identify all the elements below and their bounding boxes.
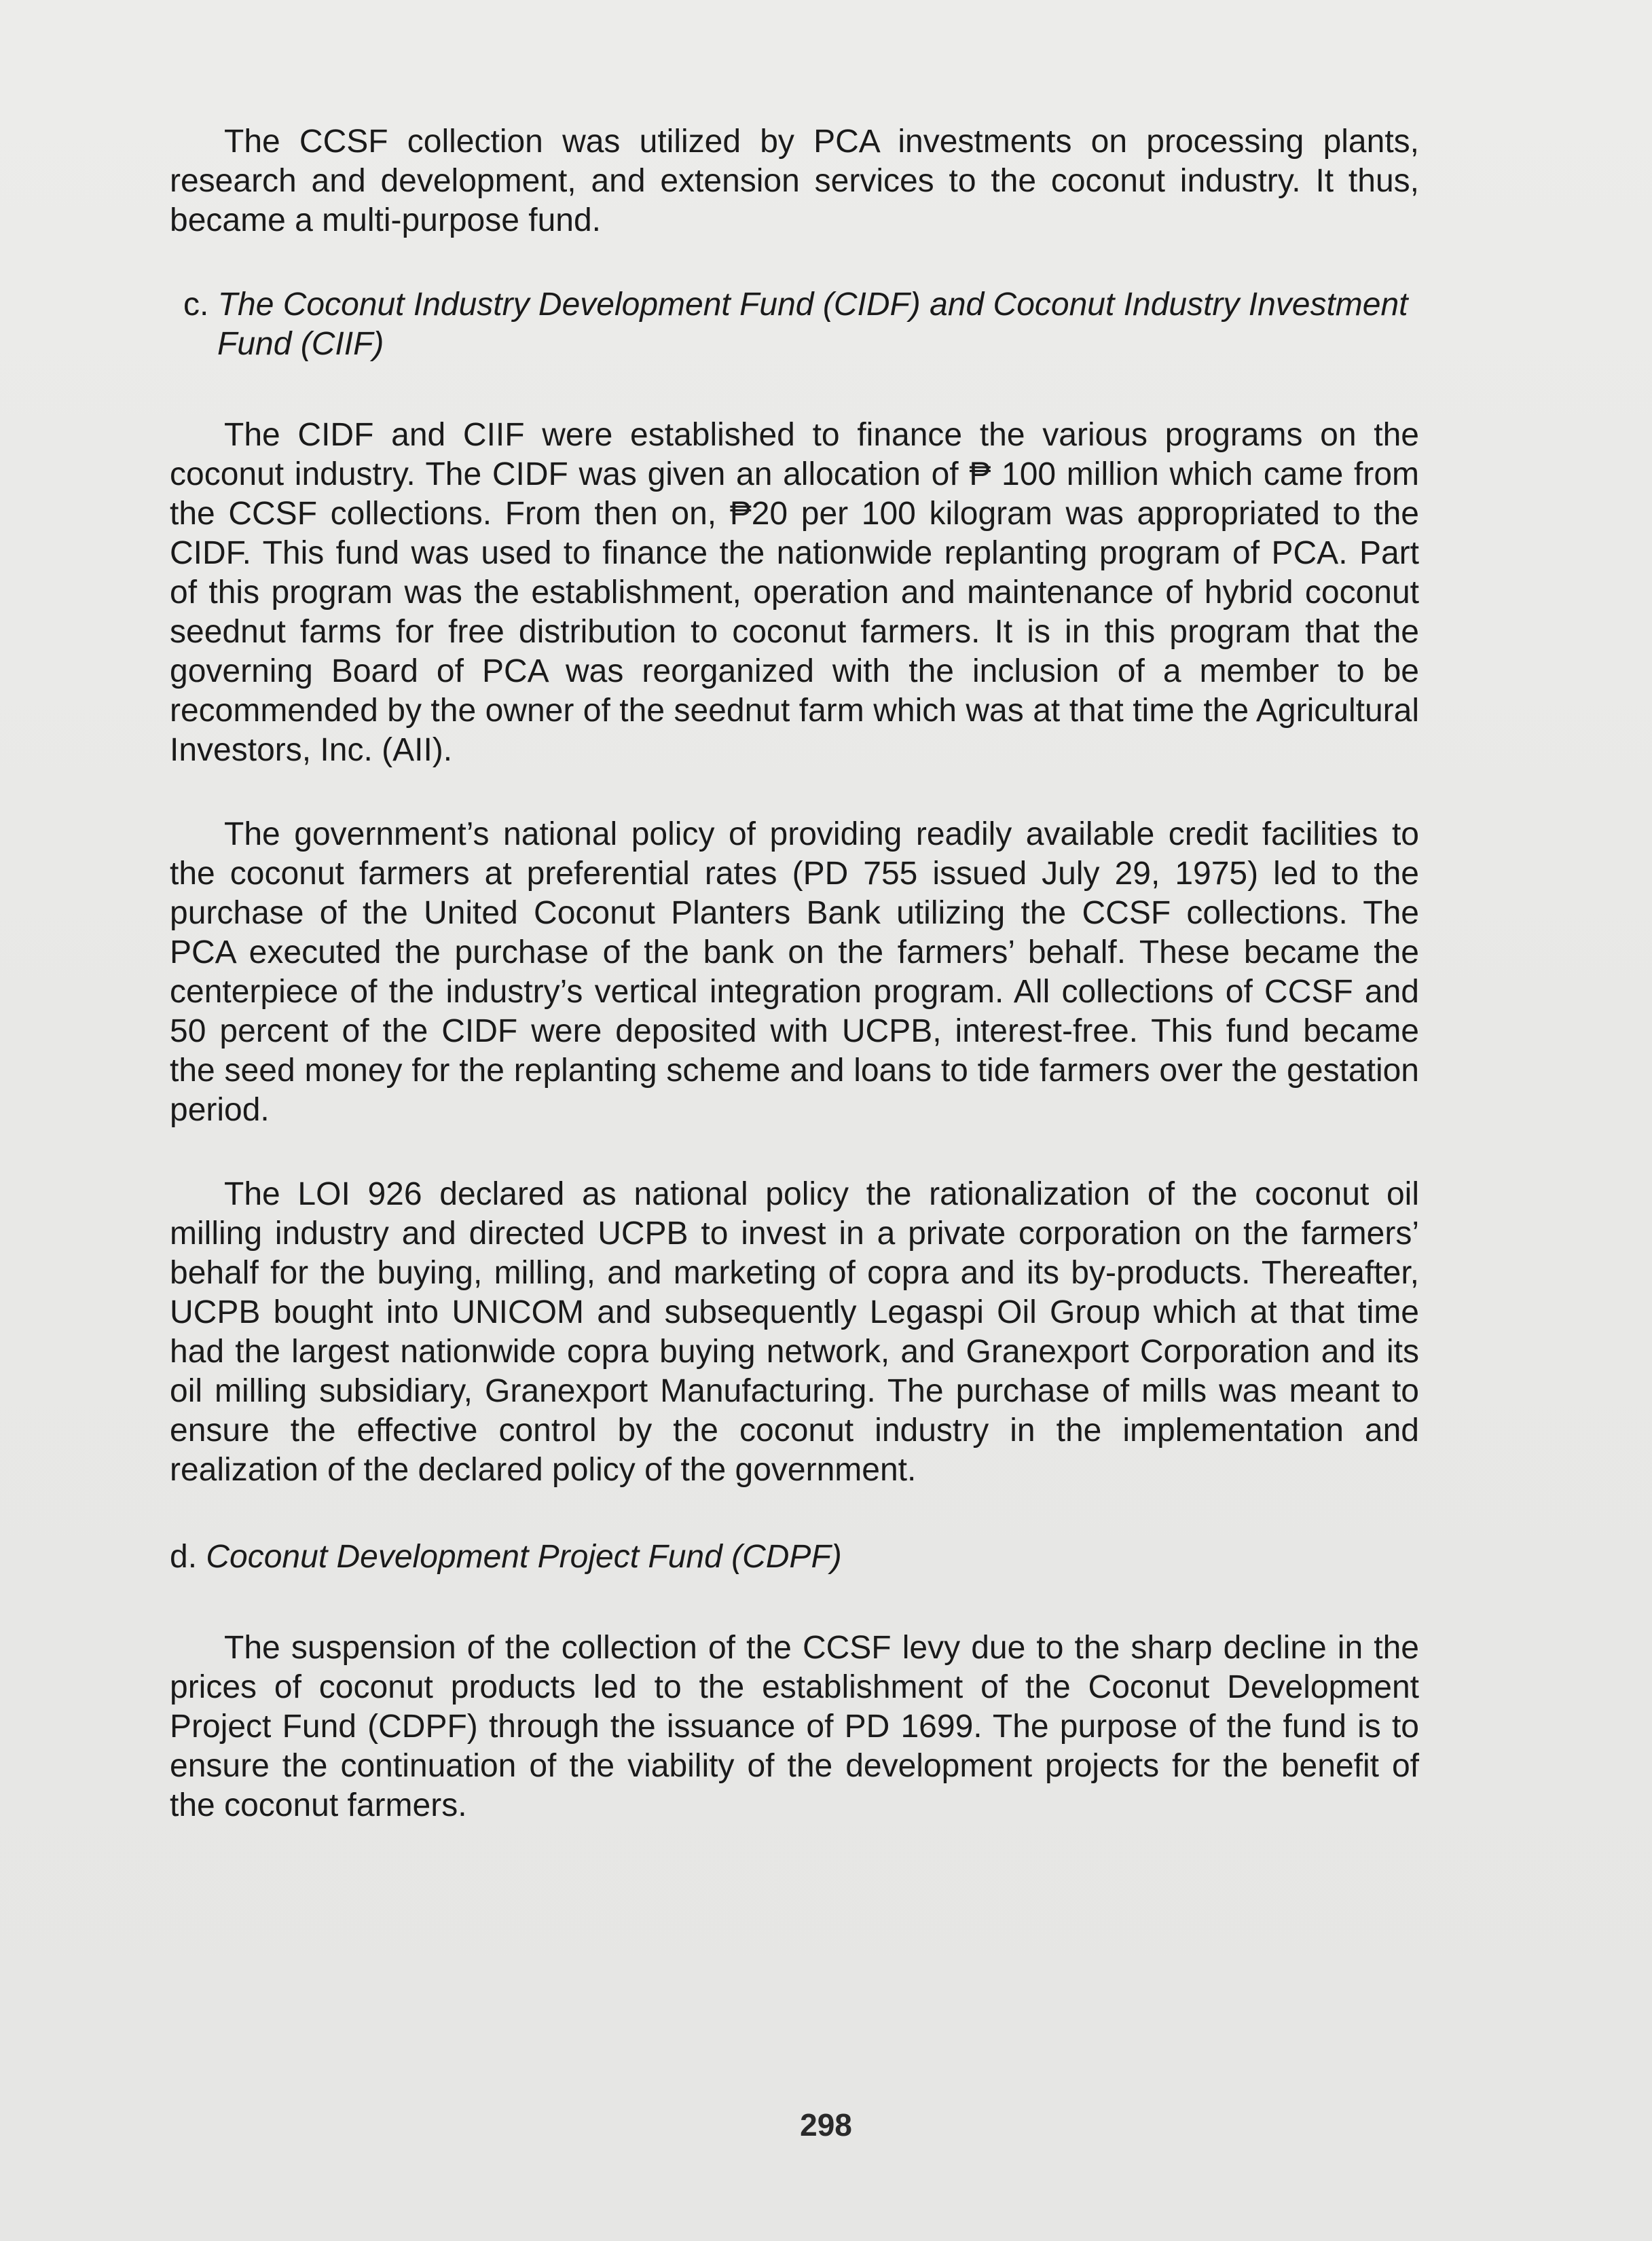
paragraph-ccsf-collection: The CCSF collection was utilized by PCA investments on processing plants, research and development, and extension services to the coconut industry. It thus, became a multi-purpose fund. [170,124,1419,238]
section-title-cdpf: Coconut Development Project Fund (CDPF) [206,1539,842,1575]
paragraph-loi-926: The LOI 926 declared as national policy the rationalization of the coconut oil milling industry and directed UCPB to invest in a private corporation on the farmers’ behalf for the buying, milling, and marketing of copra and its by-products. Thereafter, UCPB bought into UNICOM and subsequently Legaspi Oil Group which at that time had the largest nationwide copra buying network, and Granexport Corporation and its oil milling subsidiary, Granexport Manufacturing. The purchase of mills was meant to ensure the effective control by the coconut industry in the implementation and realization of the declared policy of the government. [170,1176,1419,1488]
section-heading-cidf-ciif [170,285,1419,364]
section-letter-c: c. [183,287,209,323]
section-letter-d: d. [170,1539,198,1575]
paragraph-cdpf: The suspension of the collection of the CCSF levy due to the sharp decline in the prices of coconut products led to the establishment of the Coconut Development Project Fund (CDPF) through the issuance of PD 1699. The purpose of the fund is to ensure the continuation of the viability of the development projects for the benefit of the coconut farmers. [170,1630,1419,1823]
section-title-cidf-ciif: The Coconut Industry Development Fund (CIDF) and Coconut Industry Investment Fund (CIIF) [217,287,1408,362]
section-heading-cdpf [170,1537,1419,1577]
page-content [170,122,1419,1825]
paragraph-ucpb-purchase: The government’s national policy of providing readily available credit facilities to the coconut farmers at preferential rates (PD 755 issued July 29, 1975) led to the purchase of the United Coconut Planters Bank utilizing the CCSF collections. The PCA executed the purchase of the bank on the farmers’ behalf. These became the centerpiece of the industry’s vertical integration program. All collections of CCSF and 50 percent of the CIDF were deposited with UCPB, interest-free. This fund became the seed money for the replanting scheme and loans to tide farmers over the gestation period. [170,816,1419,1128]
paragraph-cidf-ciif: The CIDF and CIIF were established to finance the various programs on the coconut industry. The CIDF was given an allocation of ₱ 100 million which came from the CCSF collections. From then on, ₱20 per 100 kilogram was appropriated to the CIDF. This fund was used to finance the nationwide replanting program of PCA. Part of this program was the establishment, operation and maintenance of hybrid coconut seednut farms for free distribution to coconut farmers. It is in this program that the governing Board of PCA was reorganized with the inclusion of a member to be recommended by the owner of the seednut farm which was at that time the Agricultural Investors, Inc. (AII). [170,417,1419,768]
page-number: 298 [800,2107,852,2143]
